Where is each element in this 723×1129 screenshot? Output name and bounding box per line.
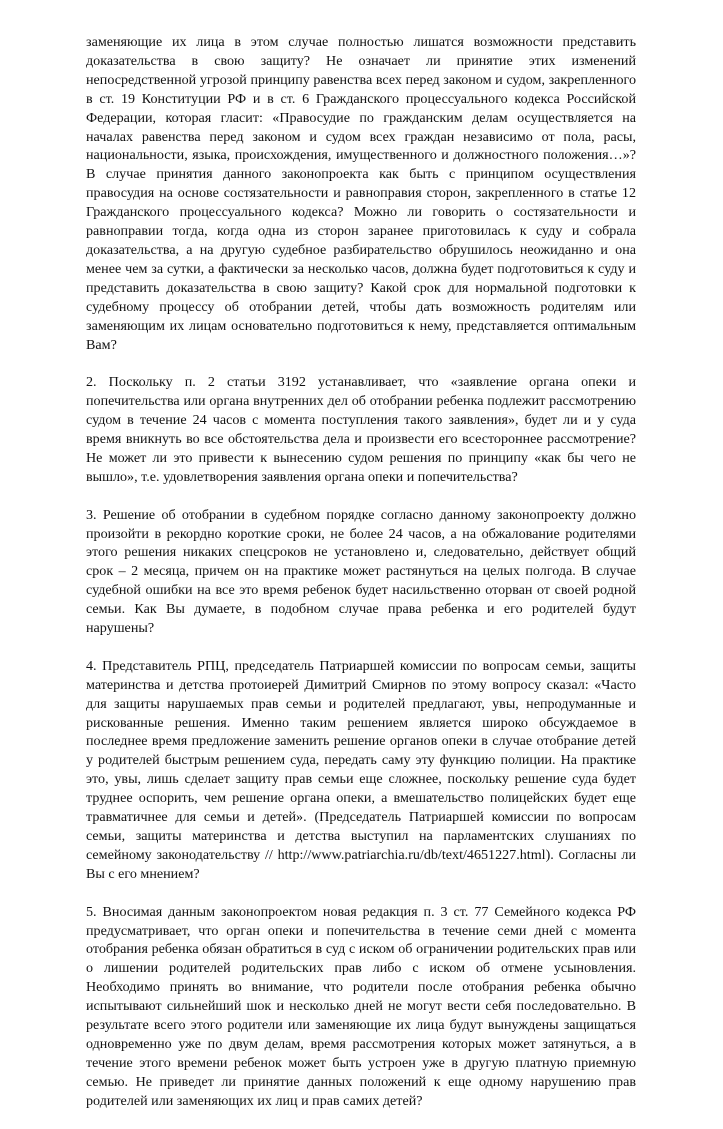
paragraph-question-5: 5. Вносимая данным законопроектом новая редакция п. 3 ст. 77 Семейного кодекса РФ предусматривает, что орган опеки и попечительства в течение семи дней с момента отобрания ребенка обязан обратиться в суд с иском об ограничении родительских прав или о лишении родителей родительских прав либо с иском об отмене усыновления. Необходимо принять во внимание, что родители после отобрания ребенка обычно испытывают сильнейший шок и несколько дней не могут вести себя последовательно. В результате всего этого родители или заменяющие их лица будут вынуждены защищаться одновременно уже по двум делам, время рассмотрения которых может затянуться, а в течение этого времени ребенок может быть устроен уже в другую платную приемную семью. Не приведет ли принятие данных положений к еще одному нарушению прав родителей или заменяющих их лиц и прав самих детей?: [86, 903, 636, 1109]
paragraph-intro-continued: заменяющие их лица в этом случае полностью лишатся возможности представить доказательства в свою защиту? Не означает ли принятие этих изменений непосредственной угрозой принципу равенства всех перед законом и судом, закрепленного в ст. 19 Конституции РФ и в ст. 6 Гражданского процессуального кодекса Российской Федерации, которая гласит: «Правосудие по гражданским делам осуществляется на началах равенства перед законом и судом всех граждан независимо от пола, расы, национальности, языка, происхождения, имущественного и должностного положения…»? В случае принятия данного законопроекта как быть с принципом осуществления правосудия на основе состязательности и равноправия сторон, закрепленного в статье 12 Гражданского процессуального кодекса? Можно ли говорить о состязательности и равноправии тогда, когда одна из сторон заранее приготовилась к суду и собрала доказательства, а на другую судебное разбирательство обрушилось неожиданно и она менее чем за сутки, а фактически за несколько часов, должна будет подготовиться к суду и представить доказательства в свою защиту? Какой срок для нормальной подготовки к судебному процессу об отобрании детей, чтобы дать возможность родителям или заменяющим их лицам основательно подготовиться к нему, представляется оптимальным Вам?: [86, 34, 636, 353]
paragraph-question-4: 4. Представитель РПЦ, председатель Патриаршей комиссии по вопросам семьи, защиты материнства и детства протоиерей Димитрий Смирнов по этому вопросу сказал: «Часто для защиты нарушаемых прав семьи и родителей предлагают, увы, непродуманные и рискованные решения. Именно таким решением является широко обсуждаемое в последнее время предложение заменить решение органов опеки в случае отобрание детей у родителей быстрым решением суда, передать саму эту функцию полиции. На практике это, увы, лишь сделает защиту прав семьи еще сложнее, поскольку решение суда будет труднее оспорить, чем решение органа опеки, а вмешательство полицейских будет еще травматичнее для семьи и детей». (Председатель Патриаршей комиссии по вопросам семьи, защиты материнства и детства выступил на парламентских слушаниях по семейному законодательству // http://www.patriarchia.ru/db/text/4651227.html). Согласны ли Вы с его мнением?: [86, 657, 636, 882]
paragraph-question-2: 2. Поскольку п. 2 статьи 3192 устанавливает, что «заявление органа опеки и попечительства или органа внутренних дел об отобрании ребенка подлежит рассмотрению судом в течение 24 часов с момента поступления такого заявления», будет ли и у суда время вникнуть во все обстоятельства дела и произвести его всестороннее рассмотрение? Не может ли это привести к вынесению судом решения по принципу «как бы чего не вышло», т.е. удовлетворения заявления органа опеки и попечительства?: [86, 374, 636, 485]
document-page: [86, 33, 636, 1129]
paragraph-question-3: 3. Решение об отобрании в судебном порядке согласно данному законопроекту должно произойти в рекордно короткие сроки, не более 24 часов, а на обжалование родителями этого решения никаких спецсроков не установлено и, следовательно, действует общий срок – 2 месяца, причем он на практике может растянуться на целых полгода. В случае судебной ошибки на все это время ребенок будет насильственно оторван от своей родной семьи. Как Вы думаете, в подобном случае права ребенка и его родителей будут нарушены?: [86, 506, 636, 637]
